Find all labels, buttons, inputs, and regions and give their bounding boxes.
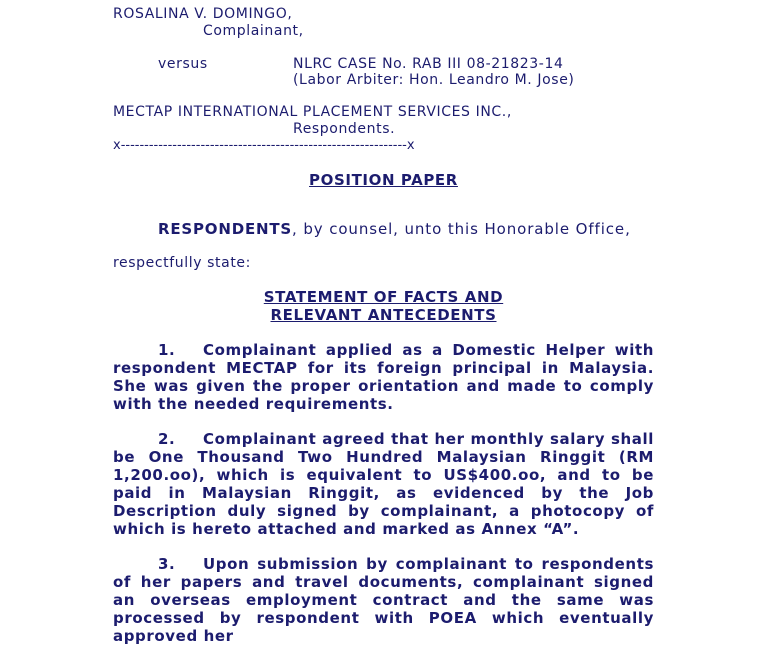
section-heading-1: STATEMENT OF FACTS AND xyxy=(263,288,504,306)
paragraph-number: 1. xyxy=(158,341,176,359)
intro-lead: RESPONDENTS xyxy=(158,220,292,238)
respondent-name: MECTAP INTERNATIONAL PLACEMENT SERVICES INC., xyxy=(113,104,512,120)
complainant-name: ROSALINA V. DOMINGO, xyxy=(113,6,293,22)
paragraph-text: Upon submission by complainant to respondents of her papers and travel documents, complainant signed an overseas employment contract and the same was processed by respondent with POEA which eventually approved her xyxy=(113,555,654,645)
case-number: NLRC CASE No. RAB III 08-21823-14 xyxy=(293,56,564,72)
intro-rest: , by counsel, unto this Honorable Office, xyxy=(292,220,631,238)
section-heading-2: RELEVANT ANTECEDENTS xyxy=(270,306,497,324)
paragraph-3 xyxy=(113,555,654,645)
versus-label: versus xyxy=(158,56,208,72)
intro-line-2: respectfully state: xyxy=(113,255,251,271)
paragraph-number: 3. xyxy=(158,555,176,573)
caption-divider: x-------------------------------------------------------------x xyxy=(113,138,415,153)
complainant-role: Complainant, xyxy=(203,23,304,39)
respondent-role: Respondents. xyxy=(293,121,396,137)
paragraph-number: 2. xyxy=(158,430,176,448)
paragraph-1 xyxy=(113,341,654,413)
document-title: POSITION PAPER xyxy=(309,171,458,189)
paragraph-2 xyxy=(113,430,654,538)
labor-arbiter: (Labor Arbiter: Hon. Leandro M. Jose) xyxy=(293,72,575,88)
paragraph-text: Complainant applied as a Domestic Helper with respondent MECTAP for its foreign principal in Malaysia. She was given the proper orientation and made to comply with the needed requirements. xyxy=(113,341,654,413)
paragraph-text: Complainant agreed that her monthly salary shall be One Thousand Two Hundred Malaysian Ringgit (RM 1,200.oo), which is equivalent to US$400.oo, and to be paid in Malaysian Ringgit, as evidenced by the Job Description duly signed by complainant, a photocopy of which is hereto attached and marked as Annex “A”. xyxy=(113,430,654,538)
intro-line-1 xyxy=(158,221,631,237)
